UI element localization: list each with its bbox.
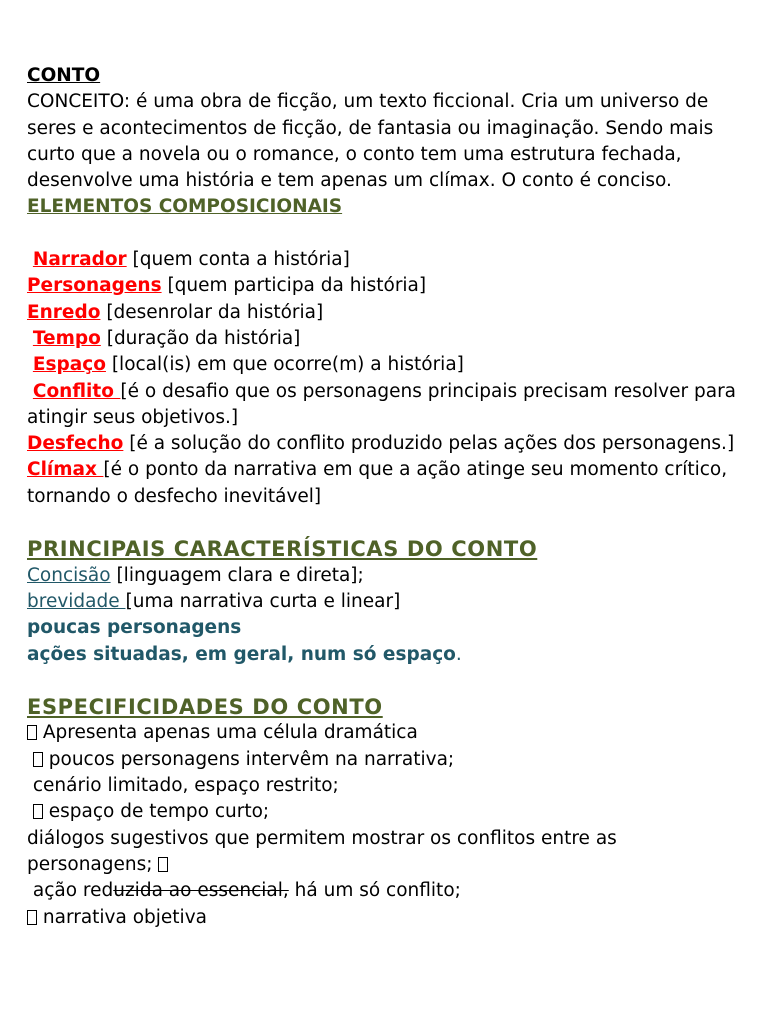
elements-heading: ELEMENTOS COMPOSICIONAIS: [27, 196, 343, 218]
element-term-desfecho: Desfecho: [27, 433, 124, 455]
element-desc: [quem conta a história]: [126, 249, 350, 271]
specific-text: Apresenta apenas uma célula dramática: [37, 722, 418, 744]
spacer: [27, 510, 747, 536]
missing-glyph-icon: [158, 857, 168, 872]
specific-text: poucos personagens intervêm na narrativa;: [42, 748, 455, 770]
missing-glyph-icon: [27, 910, 37, 925]
element-desc: [local(is) em que ocorre(m) a história]: [105, 354, 464, 376]
element-item: [27, 431, 747, 457]
specific-item: [27, 799, 747, 825]
concept-line-2: seres e acontecimentos de ficção, de fantasia ou imaginação. Sendo mais: [27, 117, 714, 139]
spacer: [27, 668, 747, 694]
element-desc-continuation: tornando o desfecho inevitável]: [27, 485, 322, 507]
missing-glyph-icon: [27, 725, 37, 740]
element-item: [27, 247, 747, 273]
element-desc: [desenrolar da história]: [100, 301, 324, 323]
specific-text: espaço de tempo curto;: [42, 801, 270, 823]
element-item: [27, 379, 747, 405]
specific-item: [27, 747, 747, 773]
element-desc: [é o desafio que os personagens principais precisam resolver para: [120, 380, 737, 402]
characteristic-item: [27, 642, 747, 668]
specific-item: [27, 878, 747, 904]
characteristic-period: .: [455, 643, 462, 665]
document-page: [27, 63, 747, 931]
characteristics-heading: PRINCIPAIS CARACTERÍSTICAS DO CONTO: [27, 537, 538, 562]
element-term-climax: Clímax: [27, 459, 104, 481]
concept-line-4: desenvolve uma história e tem apenas um clímax. O conto é conciso.: [27, 170, 672, 192]
element-term-conflito: Conflito: [32, 380, 121, 402]
element-desc: [quem participa da história]: [161, 275, 427, 297]
specific-text: narrativa objetiva: [37, 906, 207, 928]
specifics-heading: ESPECIFICIDADES DO CONTO: [27, 695, 383, 720]
specific-text: personagens;: [27, 853, 159, 875]
characteristic-desc: [linguagem clara e direta];: [110, 564, 364, 586]
characteristic-term-concisao: Concisão: [27, 564, 111, 586]
element-item: [27, 273, 747, 299]
specific-item: [27, 720, 747, 746]
element-term-espaco: Espaço: [32, 354, 106, 376]
struck-text: uzida ao essencial,: [113, 880, 289, 902]
characteristic-text: ações situadas, em geral, num só espaço: [27, 643, 456, 665]
specific-text: há um só conflito;: [288, 880, 461, 902]
element-desc-continuation: atingir seus objetivos.]: [27, 406, 239, 428]
characteristic-item: poucas personagens: [27, 617, 242, 639]
element-item: [27, 457, 747, 483]
specific-item: [27, 852, 747, 878]
concept-line-3: curto que a novela ou o romance, o conto tem uma estrutura fechada,: [27, 143, 682, 165]
characteristic-desc: [uma narrativa curta e linear]: [125, 590, 401, 612]
element-desc: [é o ponto da narrativa em que a ação atinge seu momento crítico,: [103, 459, 728, 481]
element-item: [27, 326, 747, 352]
element-desc: [duração da história]: [100, 327, 301, 349]
element-desc: [é a solução do conflito produzido pelas ações dos personagens.]: [123, 433, 735, 455]
missing-glyph-icon: [33, 752, 43, 767]
element-term-personagens: Personagens: [27, 275, 162, 297]
characteristic-item: [27, 589, 747, 615]
element-term-narrador: Narrador: [32, 249, 127, 271]
specific-item: [27, 905, 747, 931]
characteristic-term-brevidade: brevidade: [27, 590, 126, 612]
specific-item: cenário limitado, espaço restrito;: [27, 775, 339, 797]
specific-text: ação red: [27, 880, 114, 902]
element-item: [27, 352, 747, 378]
missing-glyph-icon: [33, 804, 43, 819]
specific-item: diálogos sugestivos que permitem mostrar os conflitos entre as: [27, 827, 617, 849]
spacer: [27, 221, 747, 247]
characteristic-item: [27, 563, 747, 589]
concept-line-1: CONCEITO: é uma obra de ficção, um texto ficcional. Cria um universo de: [27, 91, 709, 113]
document-title: CONTO: [27, 65, 101, 86]
element-term-enredo: Enredo: [27, 301, 101, 323]
element-term-tempo: Tempo: [32, 327, 101, 349]
element-item: [27, 300, 747, 326]
